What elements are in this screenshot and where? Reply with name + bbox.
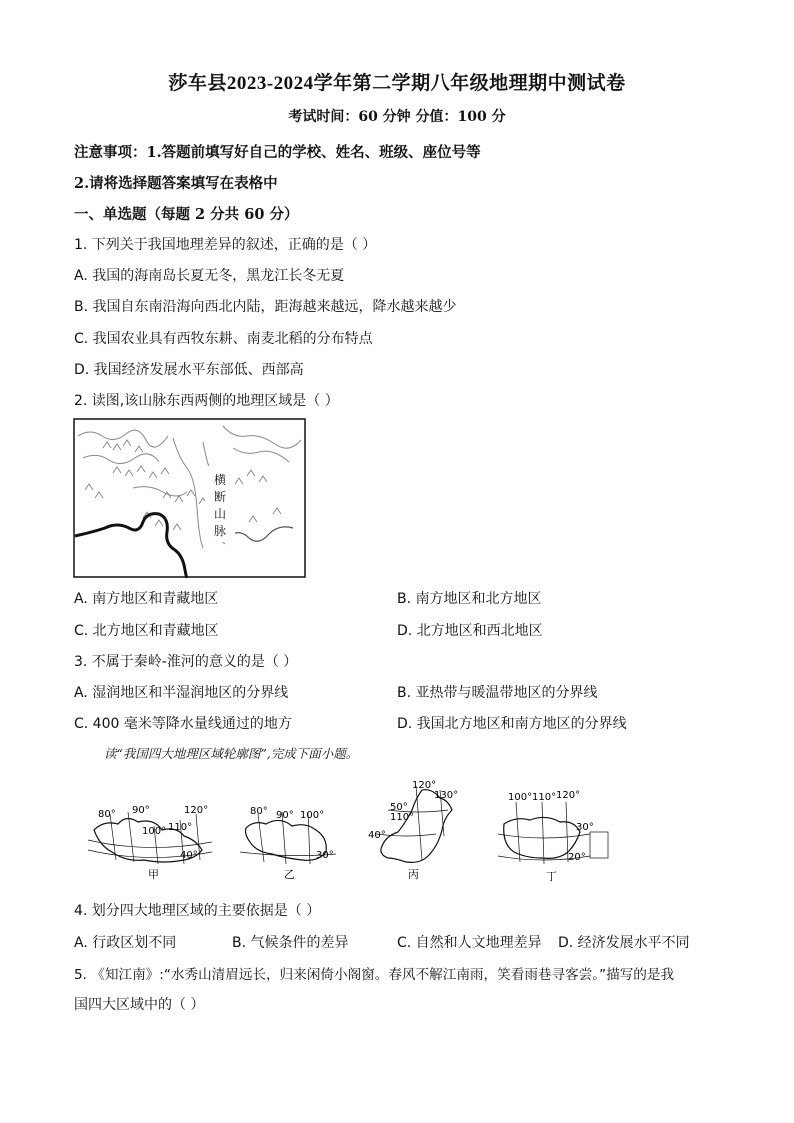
q4-stem: 4. 划分四大地理区域的主要依据是（ ） (74, 903, 321, 919)
jia-label-110: 110° (168, 822, 193, 833)
q2-option-a: A. 南方地区和青藏地区 (74, 591, 219, 607)
exam-info: 考试时间：60 分钟 分值：100 分 (288, 109, 506, 125)
map-label-char-4: 脉 (213, 524, 227, 538)
bing-label-130: 130° (434, 790, 459, 801)
bing-label-120: 120° (412, 780, 437, 791)
notes-line-1: 注意事项：1.答题前填写好自己的学校、姓名、班级、座位号等 (74, 144, 481, 161)
hengduan-map-svg (73, 418, 306, 578)
jia-label-120: 120° (184, 805, 209, 816)
bing-label-50: 50° (390, 802, 408, 813)
q2-stem: 2. 读图,该山脉东西两侧的地理区域是（ ） (74, 393, 339, 409)
map-group-hint: 读“我国四大地理区域轮廓图”,完成下面小题。 (104, 746, 359, 761)
yi-caption: 乙 (284, 868, 295, 880)
ding-label-110: 110° (532, 792, 557, 803)
q5-stem-line-1: 5. 《知江南》:“水秀山清眉远长，归来闲倚小阁窗。春风不解江南雨，笑看雨巷寻客尝。”描写的是我 (74, 967, 675, 983)
bing-label-110: 110° (390, 812, 415, 823)
section-heading: 一、单选题（每题 2 分共 60 分） (74, 206, 299, 223)
region-map-yi (236, 800, 346, 880)
q2-option-c: C. 北方地区和青藏地区 (74, 623, 219, 639)
yi-label-100: 100° (300, 810, 325, 821)
q1-option-c: C. 我国农业具有西牧东耕、南麦北稻的分布特点 (74, 331, 373, 347)
q4-option-c: C. 自然和人文地理差异 (397, 935, 542, 951)
ding-label-20: 20° (568, 852, 586, 863)
q3-option-d: D. 我国北方地区和南方地区的分界线 (397, 716, 627, 732)
map-label-char-3: 山 (213, 507, 227, 521)
q3-stem: 3. 不属于秦岭-淮河的意义的是（ ） (74, 654, 298, 670)
region-map-bing-svg (366, 776, 466, 882)
q4-option-b: B. 气候条件的差异 (232, 935, 349, 951)
ding-caption: 丁 (546, 870, 557, 882)
hengduan-map (73, 418, 306, 578)
jia-label-40: 40° (180, 850, 198, 861)
notes-line-2: 2.请将选择题答案填写在表格中 (74, 175, 278, 192)
region-map-yi-svg (236, 800, 346, 880)
map-label-char-1: 横 (213, 473, 227, 487)
ding-label-120: 120° (556, 790, 581, 801)
jia-label-90: 90° (132, 805, 150, 816)
map-label-char-2: 断 (213, 490, 227, 504)
yi-label-90: 90° (276, 810, 294, 821)
q4-option-d: D. 经济发展水平不同 (558, 935, 690, 951)
jia-caption: 甲 (148, 868, 159, 880)
region-map-ding (490, 786, 618, 882)
region-map-jia-svg (84, 800, 214, 880)
q3-option-c: C. 400 毫米等降水量线通过的地方 (74, 716, 292, 732)
region-map-jia (84, 800, 214, 880)
jia-label-80: 80° (98, 809, 116, 820)
bing-caption: 丙 (408, 868, 419, 881)
q3-option-a: A. 湿润地区和半湿润地区的分界线 (74, 685, 289, 701)
q5-stem-line-2: 国四大区域中的（ ） (74, 997, 205, 1013)
q2-option-d: D. 北方地区和西北地区 (397, 623, 543, 639)
q1-option-a: A. 我国的海南岛长夏无冬，黑龙江长冬无夏 (74, 268, 345, 284)
ding-label-100: 100° (508, 792, 533, 803)
yi-label-30: 30° (316, 850, 334, 861)
ding-label-30: 30° (576, 822, 594, 833)
region-map-ding-svg (490, 786, 618, 882)
q1-option-d: D. 我国经济发展水平东部低、西部高 (74, 362, 304, 378)
yi-label-80: 80° (250, 806, 268, 817)
q3-option-b: B. 亚热带与暖温带地区的分界线 (397, 685, 598, 701)
q2-option-b: B. 南方地区和北方地区 (397, 591, 542, 607)
q4-option-a: A. 行政区划不同 (74, 935, 177, 951)
region-map-bing (366, 776, 466, 882)
page-title: 莎车县2023-2024学年第二学期八年级地理期中测试卷 (168, 73, 626, 94)
bing-label-40: 40° (368, 830, 386, 841)
q1-stem: 1. 下列关于我国地理差异的叙述，正确的是（ ） (74, 237, 377, 253)
q1-option-b: B. 我国自东南沿海向西北内陆，距海越来越远，降水越来越少 (74, 299, 457, 315)
jia-label-100: 100° (142, 826, 167, 837)
